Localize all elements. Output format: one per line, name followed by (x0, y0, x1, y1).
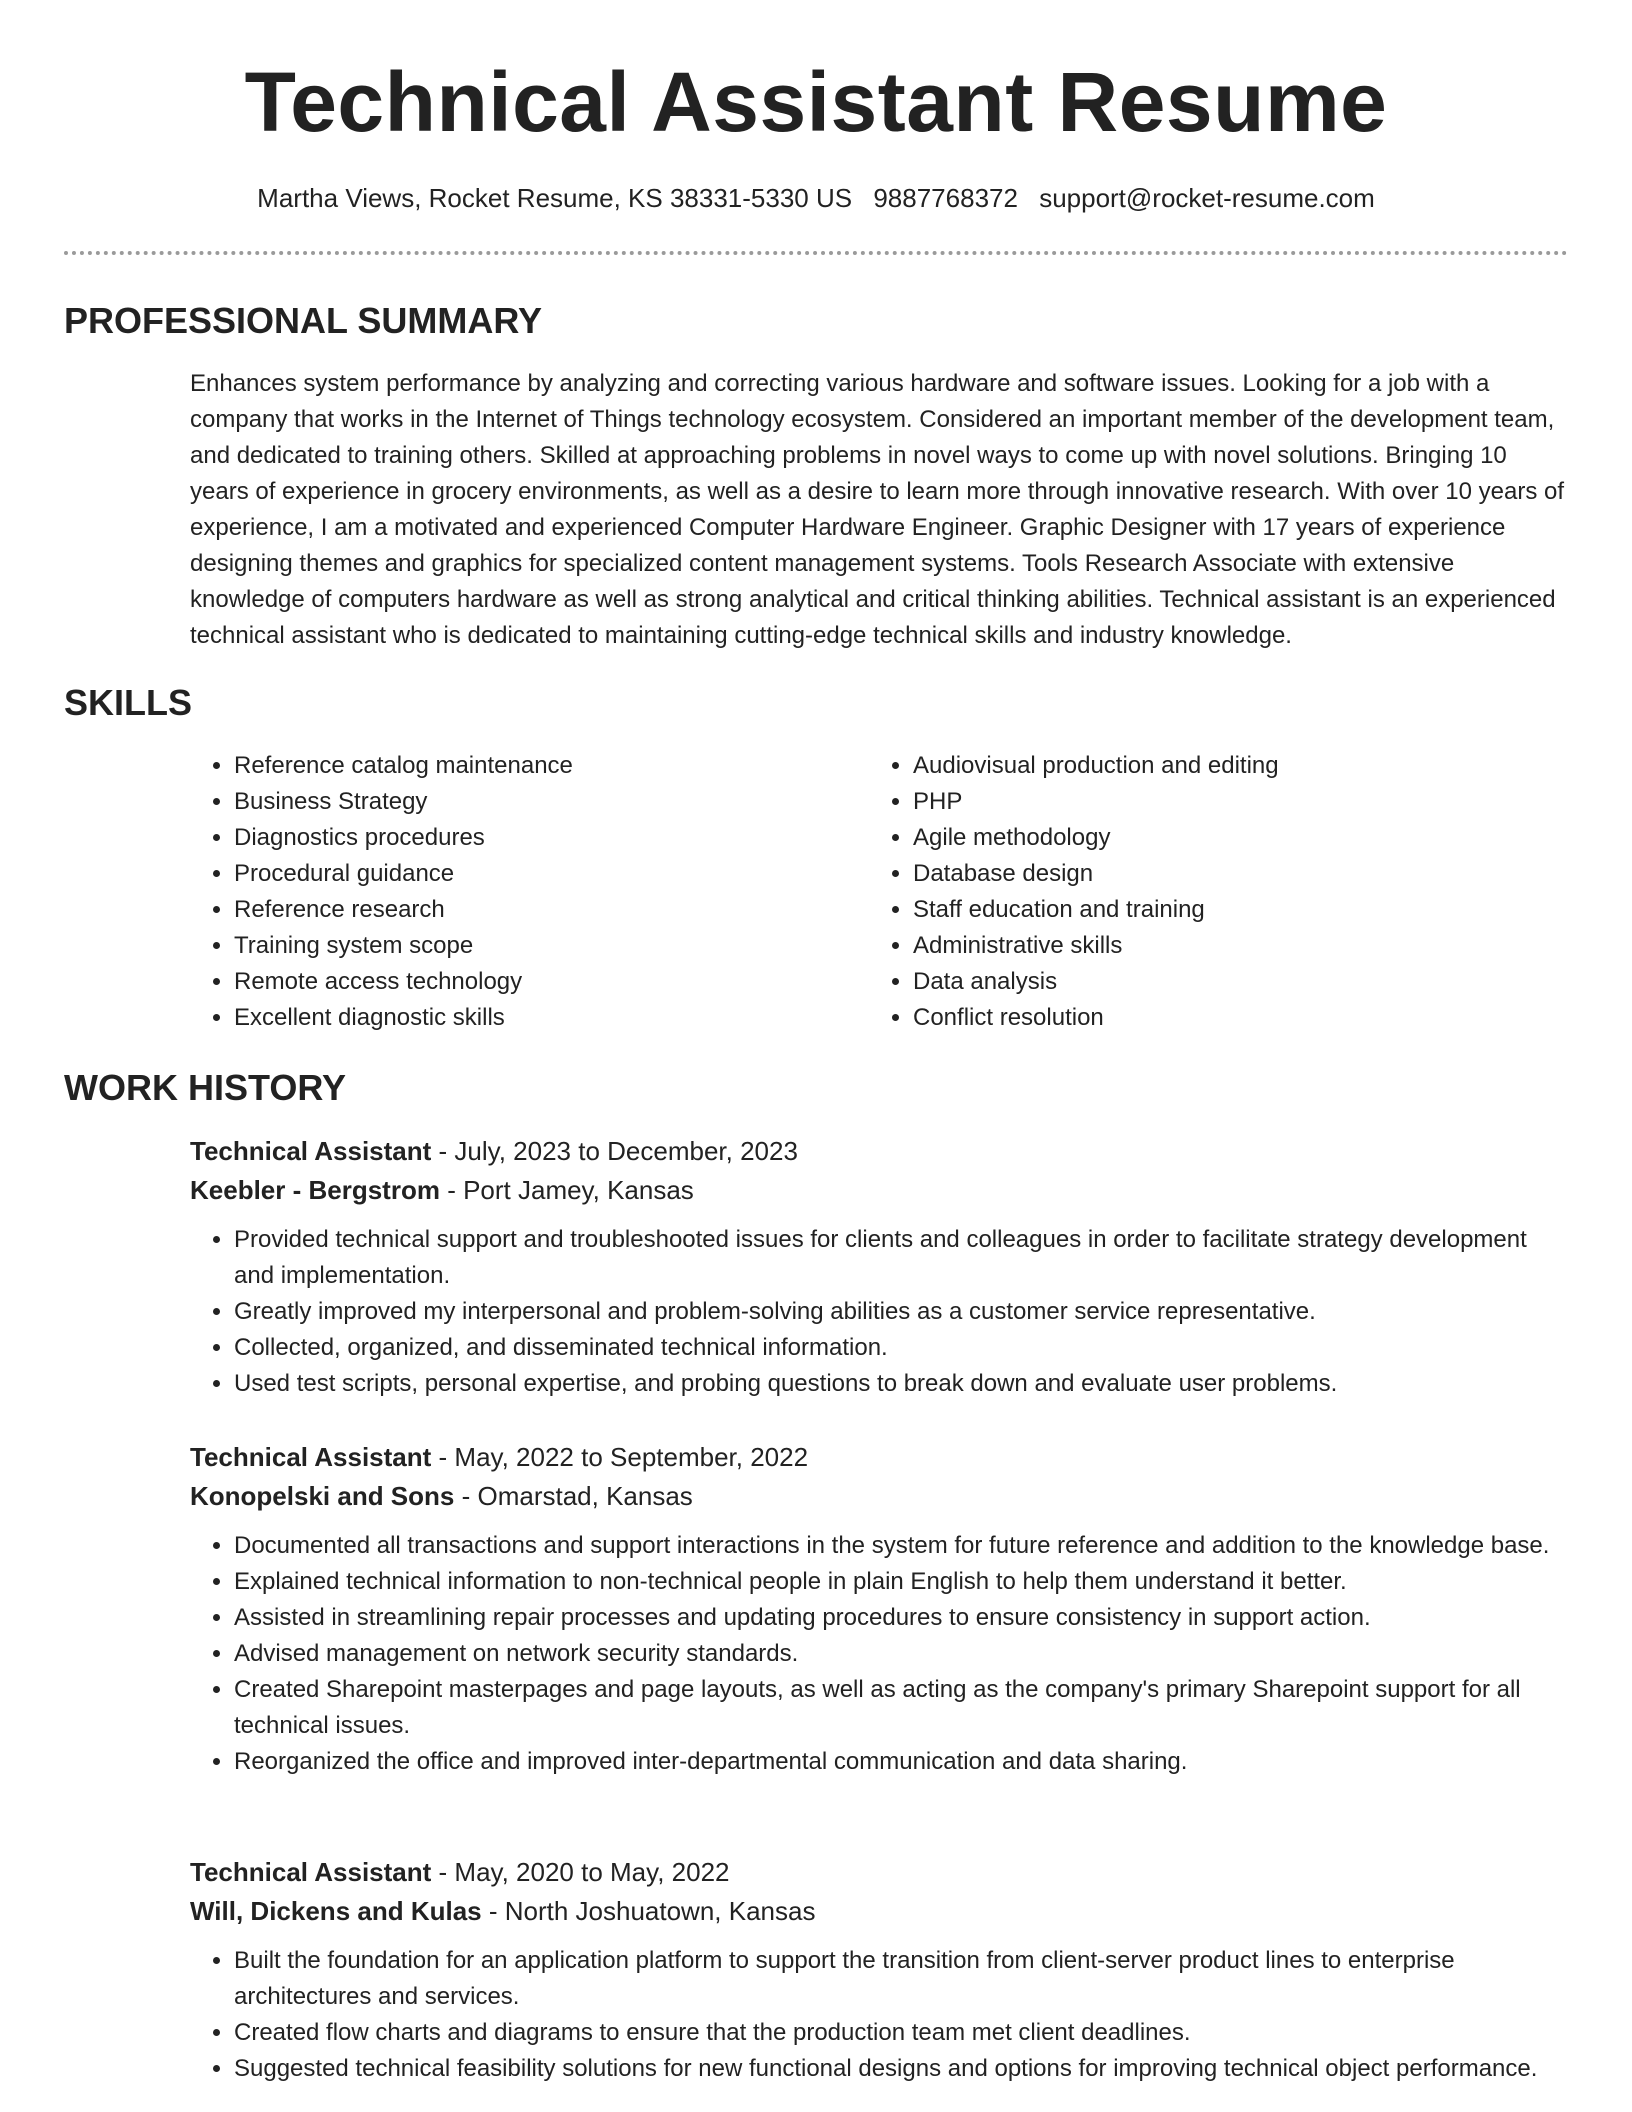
list-item: • Created Sharepoint masterpages and page layouts, as well as acting as the company's primary Sharepoint support for all technical issues. (234, 1672, 1568, 1744)
skill-item: • Reference catalog maintenance (234, 748, 874, 784)
skill-item: • Conflict resolution (913, 1000, 1603, 1036)
job-company: Keebler - Bergstrom (190, 1175, 440, 1205)
skill-item: • Agile methodology (913, 820, 1603, 856)
list-item: • Collected, organized, and disseminated technical information. (234, 1330, 1568, 1366)
list-item: • Greatly improved my interpersonal and problem-solving abilities as a customer service representative. (234, 1294, 1568, 1330)
skill-item: • Diagnostics procedures (234, 820, 874, 856)
header-divider (64, 251, 1568, 255)
job-location: - Omarstad, Kansas (454, 1481, 693, 1511)
job-location: - Port Jamey, Kansas (439, 1175, 694, 1205)
skill-item: • Excellent diagnostic skills (234, 1000, 874, 1036)
job-bullets (190, 1222, 1568, 1402)
job-company: Will, Dickens and Kulas (190, 1896, 482, 1926)
skill-item: • Remote access technology (234, 964, 874, 1000)
job-bullets (190, 1943, 1568, 2087)
list-item: • Built the foundation for an application platform to support the transition from client-server product lines to enterprise architectures and services. (234, 1943, 1568, 2015)
skill-item: • Business Strategy (234, 784, 874, 820)
contact-address: Martha Views, Rocket Resume, KS 38331-5330 US (257, 183, 853, 213)
job-dates: - May, 2022 to September, 2022 (431, 1442, 809, 1472)
list-item: • Reorganized the office and improved inter-departmental communication and data sharing. (234, 1744, 1568, 1780)
list-item: • Suggested technical feasibility solutions for new functional designs and options for improving technical object performance. (234, 2051, 1568, 2087)
section-title-skills: SKILLS (64, 682, 193, 723)
skill-item: • Data analysis (913, 964, 1603, 1000)
list-item: • Assisted in streamlining repair processes and updating procedures to ensure consistency in support action. (234, 1600, 1568, 1636)
work-entry (190, 1853, 1568, 2087)
list-item: • Explained technical information to non-technical people in plain English to help them understand it better. (234, 1564, 1568, 1600)
work-entry (190, 1438, 1568, 1780)
job-title-line (190, 1438, 1568, 1476)
job-company-line (190, 1171, 1568, 1209)
skill-item: • Administrative skills (913, 928, 1603, 964)
summary-text: Enhances system performance by analyzing and correcting various hardware and software issues. Looking for a job with a company that works in the Internet of Things technology ecosystem. Considered an important member of the development team, and dedicated to training others. Skilled at approaching problems in novel ways to come up with novel solutions. Bringing 10 years of experience in grocery environments, as well as a desire to learn more through innovative research. With over 10 years of experience, I am a motivated and experienced Computer Hardware Engineer. Graphic Designer with 17 years of experience designing themes and graphics for specialized content management systems. Tools Research Associate with extensive knowledge of computers hardware as well as strong analytical and critical thinking abilities. Technical assistant is an experienced technical assistant who is dedicated to maintaining cutting-edge technical skills and industry knowledge. (190, 370, 1564, 649)
work-entry (190, 1132, 1568, 1402)
job-title: Technical Assistant (190, 1442, 432, 1472)
skill-item: • Staff education and training (913, 892, 1603, 928)
list-item: • Created flow charts and diagrams to ensure that the production team met client deadlines. (234, 2015, 1568, 2051)
job-title: Technical Assistant (190, 1857, 432, 1887)
list-item: • Provided technical support and troubleshooted issues for clients and colleagues in order to facilitate strategy development and implementation. (234, 1222, 1568, 1294)
list-item: • Advised management on network security standards. (234, 1636, 1568, 1672)
contact-email: support@rocket-resume.com (1039, 183, 1375, 213)
section-title-summary: PROFESSIONAL SUMMARY (64, 300, 543, 341)
contact-phone: 9887768372 (873, 183, 1018, 213)
job-bullets (190, 1528, 1568, 1780)
job-company-line (190, 1477, 1568, 1515)
resume-title: Technical Assistant Resume (244, 55, 1388, 149)
skill-item: • Training system scope (234, 928, 874, 964)
skill-item: • PHP (913, 784, 1603, 820)
skill-item: • Database design (913, 856, 1603, 892)
job-dates: - July, 2023 to December, 2023 (431, 1136, 798, 1166)
section-title-work-history: WORK HISTORY (64, 1067, 347, 1108)
skill-item: • Procedural guidance (234, 856, 874, 892)
list-item: • Used test scripts, personal expertise, and probing questions to break down and evaluate user problems. (234, 1366, 1568, 1402)
list-item: • Documented all transactions and support interactions in the system for future reference and addition to the knowledge base. (234, 1528, 1568, 1564)
contact-line (0, 178, 1632, 218)
skill-item: • Audiovisual production and editing (913, 748, 1603, 784)
job-dates: - May, 2020 to May, 2022 (431, 1857, 730, 1887)
job-company: Konopelski and Sons (190, 1481, 455, 1511)
skills-list-left (190, 748, 874, 1036)
skill-item: • Reference research (234, 892, 874, 928)
skills-list-right (869, 748, 1603, 1036)
job-company-line (190, 1892, 1568, 1930)
job-title-line (190, 1132, 1568, 1170)
job-title-line (190, 1853, 1568, 1891)
job-location: - North Joshuatown, Kansas (481, 1896, 816, 1926)
job-title: Technical Assistant (190, 1136, 432, 1166)
